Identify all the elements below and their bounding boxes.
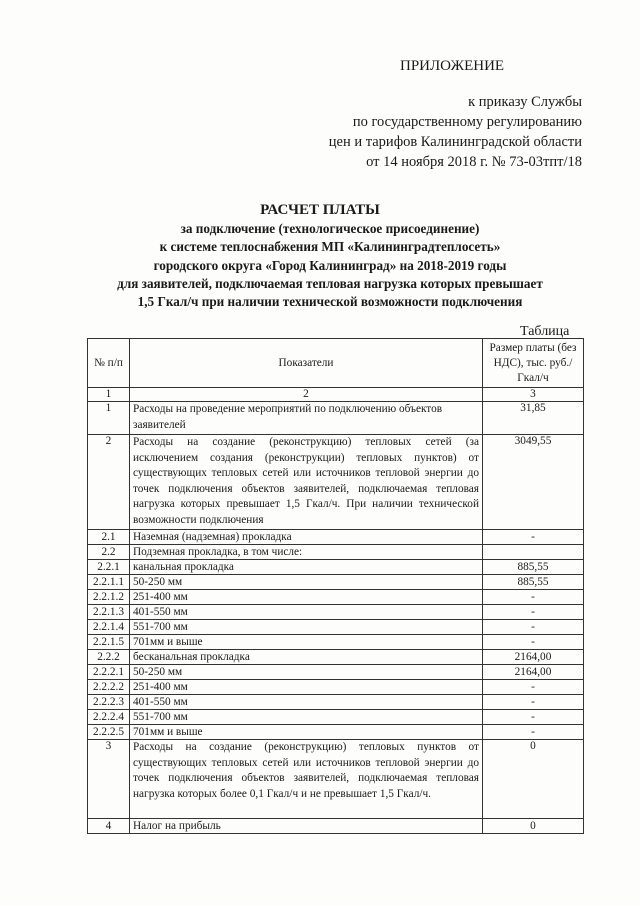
row-value: - — [483, 620, 584, 635]
table-row — [88, 650, 584, 665]
row-text: канальная прокладка — [130, 560, 483, 575]
row-text: Подземная прокладка, в том числе: — [130, 545, 483, 560]
row-text: 551-700 мм — [130, 620, 483, 635]
row-text: 401-550 мм — [130, 695, 483, 710]
row-value: - — [483, 530, 584, 545]
row-number: 2.2.2.3 — [88, 695, 130, 710]
index-row — [88, 388, 584, 402]
row-number: 4 — [88, 819, 130, 834]
row-text: 401-550 мм — [130, 605, 483, 620]
table-row — [88, 590, 584, 605]
table-row — [88, 819, 584, 834]
table-row — [88, 680, 584, 695]
index-cell: 2 — [130, 388, 483, 402]
subtitle-line: для заявителей, подключаемая тепловая нагрузка которых превышает — [117, 275, 543, 291]
row-text: Наземная (надземная) прокладка — [130, 530, 483, 545]
row-number: 2 — [88, 435, 130, 530]
table-row — [88, 725, 584, 740]
row-number: 1 — [88, 402, 130, 435]
order-line: к приказу Службы — [468, 94, 582, 110]
document-subtitle — [60, 220, 600, 311]
appendix-heading: ПРИЛОЖЕНИЕ — [400, 58, 505, 74]
row-value: 0 — [483, 740, 584, 819]
row-number: 2.1 — [88, 530, 130, 545]
row-value: 31,85 — [483, 402, 584, 435]
row-number: 2.2.1.3 — [88, 605, 130, 620]
row-number: 3 — [88, 740, 130, 819]
row-value: - — [483, 680, 584, 695]
row-number: 2.2.1 — [88, 560, 130, 575]
row-number: 2.2.1.4 — [88, 620, 130, 635]
row-text: 701мм и выше — [130, 635, 483, 650]
row-text: Расходы на создание (реконструкцию) тепловых пунктов от существующих тепловых сетей или источников тепловой энергии до точек подключения объектов заявителей, подключаемая тепловая нагрузка которых более 0,1 Гкал/ч и не превышает 1,5 Гкал/ч. — [130, 740, 483, 819]
table-row — [88, 740, 584, 819]
document-title: РАСЧЕТ ПЛАТЫ — [260, 202, 380, 218]
subtitle-line: за подключение (технологическое присоединение) — [180, 221, 480, 236]
row-text: 551-700 мм — [130, 710, 483, 725]
subtitle-line: к системе теплоснабжения МП «Калининградтеплосеть» — [159, 239, 501, 255]
header-indicators: Показатели — [130, 339, 483, 388]
row-value: 0 — [483, 819, 584, 834]
header-number: № п/п — [88, 339, 130, 388]
row-value: 885,55 — [483, 575, 584, 590]
row-text: 251-400 мм — [130, 680, 483, 695]
row-value: - — [483, 605, 584, 620]
table-row — [88, 695, 584, 710]
row-value: - — [483, 695, 584, 710]
subtitle-line: городского округа «Город Калининград» на 2018-2019 годы — [153, 257, 507, 273]
table-label: Таблица — [520, 324, 570, 339]
row-number: 2.2.2.1 — [88, 665, 130, 680]
row-text: 50-250 мм — [130, 665, 483, 680]
table-row — [88, 620, 584, 635]
table-row — [88, 530, 584, 545]
index-cell: 3 — [483, 388, 584, 402]
table-row — [88, 545, 584, 560]
row-value: 3049,55 — [483, 435, 584, 530]
order-line: цен и тарифов Калининградской области — [328, 134, 582, 150]
table-row — [88, 402, 584, 435]
subtitle-line: 1,5 Гкал/ч при наличии технической возможности подключения — [137, 294, 523, 310]
table-row — [88, 635, 584, 650]
row-number: 2.2.1.2 — [88, 590, 130, 605]
row-value: - — [483, 725, 584, 740]
row-number: 2.2.2 — [88, 650, 130, 665]
table-row — [88, 575, 584, 590]
row-text: Расходы на проведение мероприятий по подключению объектов заявителей — [130, 402, 483, 435]
table-header-row — [88, 339, 584, 388]
row-number: 2.2 — [88, 545, 130, 560]
row-number: 2.2.2.5 — [88, 725, 130, 740]
row-value — [483, 545, 584, 560]
row-number: 2.2.1.1 — [88, 575, 130, 590]
header-fee: Размер платы (без НДС), тыс. руб./Гкал/ч — [483, 339, 584, 388]
row-number: 2.2.1.5 — [88, 635, 130, 650]
order-line: от 14 ноября 2018 г. № 73-03тпт/18 — [366, 154, 582, 170]
order-reference — [300, 92, 582, 172]
index-cell: 1 — [88, 388, 130, 402]
row-value: 2164,00 — [483, 665, 584, 680]
row-value: - — [483, 710, 584, 725]
row-text: 251-400 мм — [130, 590, 483, 605]
fee-calculation-table — [87, 338, 584, 834]
table-row — [88, 435, 584, 530]
row-text: 701мм и выше — [130, 725, 483, 740]
row-value: 885,55 — [483, 560, 584, 575]
table-row — [88, 710, 584, 725]
row-text: 50-250 мм — [130, 575, 483, 590]
row-text: бесканальная прокладка — [130, 650, 483, 665]
table-row — [88, 665, 584, 680]
row-text: Налог на прибыль — [130, 819, 483, 834]
row-number: 2.2.2.2 — [88, 680, 130, 695]
row-number: 2.2.2.4 — [88, 710, 130, 725]
row-value: - — [483, 590, 584, 605]
row-text: Расходы на создание (реконструкцию) тепловых сетей (за исключением создания (реконструкции) тепловых пунктов) от существующих тепловых сетей или источников тепловой энергии до точек подключения объектов заявителей, подключаемая тепловая нагрузка которых превышает 1,5 Гкал/ч. При наличии технической возможности подключения — [130, 435, 483, 530]
order-line: по государственному регулированию — [352, 114, 582, 130]
table-row — [88, 560, 584, 575]
row-value: - — [483, 635, 584, 650]
row-value: 2164,00 — [483, 650, 584, 665]
table-row — [88, 605, 584, 620]
